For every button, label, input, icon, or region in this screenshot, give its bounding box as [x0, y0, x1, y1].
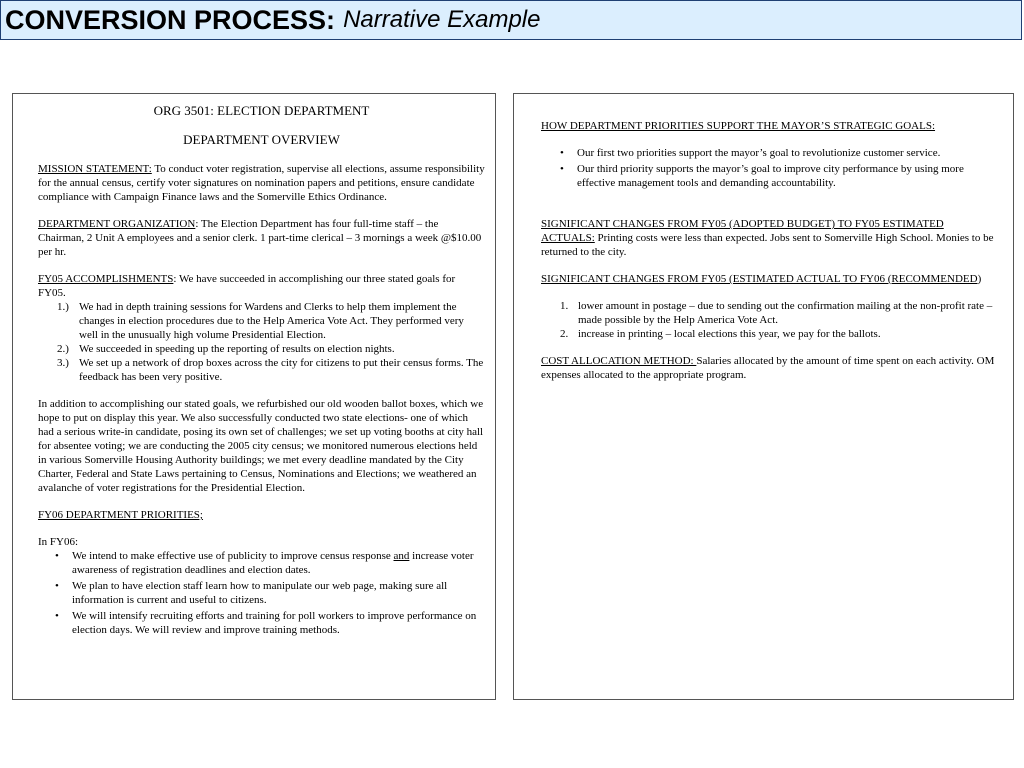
changes-list [541, 299, 995, 341]
list-marker: 3.) [57, 357, 69, 369]
priorities-list [38, 549, 485, 637]
priorities-intro: In FY06: [38, 536, 79, 548]
changes-adopted-text: Printing costs were less than expected. Jobs sent to Somerville High School. Monies to be returned to the city. [541, 232, 994, 258]
slide-subtitle: Narrative Example [343, 6, 541, 33]
list-marker: 2. [560, 328, 569, 340]
list-item [38, 549, 485, 577]
mission-heading: MISSION STATEMENT: [38, 163, 152, 175]
list-item-text: increase in printing – local elections this year, we pay for the ballots. [578, 328, 881, 340]
slide-title-bar [0, 0, 1022, 40]
list-item [541, 162, 995, 190]
mission-text: To conduct voter registration, supervise all elections, assume responsibility for the annual census, certify voter signatures on nomination papers and petitions, ensure candidate compliance with Campaign Finance laws and the Somerville Ethics Ordinance. [38, 163, 485, 203]
list-item-text: We set up a network of drop boxes across the city for citizens to put their census forms. The feedback has been very positive. [79, 357, 484, 383]
list-marker: 2.) [57, 343, 69, 355]
priorities-heading: FY06 DEPARTMENT PRIORITIES; [38, 509, 203, 521]
list-item-text: We will intensify recruiting efforts and training for poll workers to improve performance on election days. We will review and improve training methods. [72, 610, 477, 636]
list-item [38, 356, 485, 384]
strategic-heading: HOW DEPARTMENT PRIORITIES SUPPORT THE MAYOR’S STRATEGIC GOALS: [541, 120, 936, 132]
list-item [38, 609, 485, 637]
bullet-icon: • [55, 610, 59, 622]
department-organization [38, 217, 485, 259]
cost-allocation-section [541, 354, 995, 382]
list-item [541, 327, 995, 341]
cost-allocation-heading: COST ALLOCATION METHOD: [541, 355, 697, 367]
list-marker: 1. [560, 300, 569, 312]
changes-adopted-section [541, 217, 995, 259]
changes-estimated-section: SIGNIFICANT CHANGES FROM FY05 (ESTIMATED ACTUAL TO FY06 (RECOMMENDED) [541, 273, 982, 285]
bullet-icon: • [560, 163, 564, 175]
bullet-icon: • [55, 580, 59, 592]
overview-title: DEPARTMENT OVERVIEW [183, 132, 340, 147]
list-item-text: We succeeded in speeding up the reporting of results on election nights. [79, 343, 395, 355]
accomplishments-list [38, 300, 485, 384]
list-marker: 1.) [57, 301, 69, 313]
list-item-text: We had in depth training sessions for Wardens and Clerks to help them implement the changes in election procedures due to the Help America Vote Act. They performed very well in the unusually high volume Presidential Election. [79, 301, 464, 341]
right-document-panel [513, 93, 1014, 700]
bullet-icon: • [560, 147, 564, 159]
accomplishments [38, 272, 485, 300]
list-item [38, 342, 485, 356]
list-item-text: We intend to make effective use of publicity to improve census response and increase voter awareness of registration deadlines and election dates. [72, 550, 474, 576]
list-item [38, 300, 485, 342]
org-title: ORG 3501: ELECTION DEPARTMENT [153, 103, 370, 118]
list-item-text: We plan to have election staff learn how to manipulate our web page, making sure all information is current and useful to citizens. [72, 580, 448, 606]
mission-statement [38, 162, 485, 204]
list-item-text: lower amount in postage – due to sending out the confirmation mailing at the non-profit rate – made possible by the Help America Vote Act. [578, 300, 993, 326]
left-document-panel [12, 93, 496, 700]
list-item [38, 579, 485, 607]
cost-allocation-text: Salaries allocated by the amount of time spent on each activity. OM expenses allocated to the appropriate program. [541, 355, 995, 381]
org-text: : The Election Department has four full-time staff – the Chairman, 2 Unit A employees and a senior clerk. 1 part-time clerical – 3 mornings a week @$10.00 per hr. [38, 218, 482, 258]
list-item-text: Our first two priorities support the mayor’s goal to revolutionize customer service. [577, 147, 941, 159]
list-item [541, 146, 995, 160]
list-item-text: Our third priority supports the mayor’s goal to improve city performance by using more effective management tools and demanding accountability. [577, 163, 964, 189]
slide-title: CONVERSION PROCESS: [5, 4, 336, 35]
changes-estimated-heading: SIGNIFICANT CHANGES FROM FY05 (ESTIMATED ACTUAL TO FY06 (RECOMMENDED [541, 273, 978, 285]
changes-adopted-heading: SIGNIFICANT CHANGES FROM FY05 (ADOPTED BUDGET) TO FY05 ESTIMATED ACTUALS: [541, 218, 944, 244]
list-item [541, 299, 995, 327]
strategic-list [541, 146, 995, 190]
accomplishments-heading: FY05 ACCOMPLISHMENTS [38, 273, 174, 285]
additional-accomplishments: In addition to accomplishing our stated goals, we refurbished our old wooden ballot boxes, which we hope to put on display this year. We also successfully conducted two state elections- one of which had a serious write-in candidate, posing its own set of challenges; we set up voting booths at city hall for absentee voting; we are conducting the 2005 city census; we monitored numerous elections held in various Somerville Housing Authority buildings; we met every deadline mandated by the City Charter, Federal and State Laws pertaining to Census, Nominations and Elections; we weathered an avalanche of voter registrations for the Presidential Election. [38, 398, 484, 494]
accomplishments-text: : We have succeeded in accomplishing our three stated goals for FY05. [38, 273, 456, 299]
bullet-icon: • [55, 550, 59, 562]
org-heading: DEPARTMENT ORGANIZATION [38, 218, 196, 230]
